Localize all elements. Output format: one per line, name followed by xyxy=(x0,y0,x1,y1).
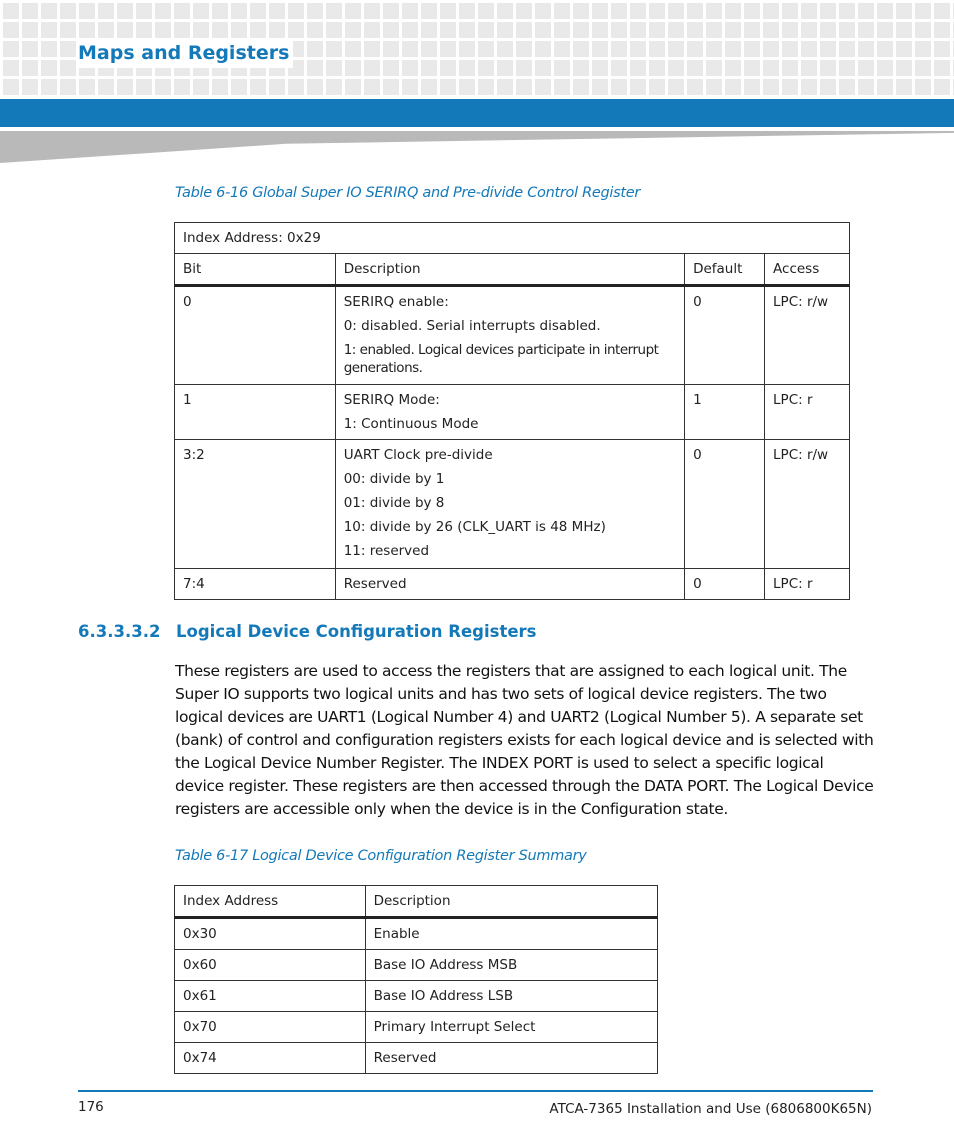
table-row xyxy=(175,569,850,600)
table-row xyxy=(175,286,850,385)
table-row xyxy=(175,385,850,440)
access-cell: LPC: r xyxy=(765,385,850,440)
description-line: 10: divide by 26 (CLK_UART is 48 MHz) xyxy=(343,519,606,535)
column-header: Description xyxy=(365,886,657,918)
access-cell: LPC: r/w xyxy=(765,286,850,385)
bit-cell: 3:2 xyxy=(175,440,336,569)
column-header: Access xyxy=(765,254,850,286)
serirq-register-table xyxy=(174,222,850,600)
header-grey-wedge xyxy=(0,131,954,163)
section-title: Logical Device Configuration Registers xyxy=(176,622,537,641)
document-title: ATCA-7365 Installation and Use (6806800K65N) xyxy=(549,1101,872,1117)
access-cell: LPC: r/w xyxy=(765,440,850,569)
bit-cell: 1 xyxy=(175,385,336,440)
description-cell: Base IO Address MSB xyxy=(365,950,657,981)
index-address-cell: 0x60 xyxy=(175,950,366,981)
index-address-cell: 0x61 xyxy=(175,981,366,1012)
column-header: Bit xyxy=(175,254,336,286)
description-line: SERIRQ Mode: xyxy=(343,392,440,408)
section-heading xyxy=(78,622,537,641)
description-cell: Primary Interrupt Select xyxy=(365,1012,657,1043)
description-cell: Base IO Address LSB xyxy=(365,981,657,1012)
default-cell: 0 xyxy=(685,286,765,385)
description-line: 1: enabled. Logical devices participate in interrupt generations. xyxy=(343,342,659,376)
column-header: Description xyxy=(335,254,684,286)
table1-caption: Table 6-16 Global Super IO SERIRQ and Pre-divide Control Register xyxy=(175,185,641,201)
description-line: 1: Continuous Mode xyxy=(343,416,479,432)
description-cell xyxy=(335,569,684,600)
section-body-paragraph: These registers are used to access the registers that are assigned to each logical unit. The Super IO supports two logical units and has two sets of logical device registers. The two logical devices are UART1 (Logical Number 4) and UART2 (Logical Number 5). A separate set (bank) of control and configuration registers exists for each logical device and is selected with the Logical Device Number Register. The INDEX PORT is used to select a specific logical device register. These registers are then accessed through the DATA PORT. The Logical Device registers are accessible only when the device is in the Configuration state. xyxy=(175,662,874,818)
logical-device-summary-table xyxy=(174,885,658,1074)
bit-cell: 7:4 xyxy=(175,569,336,600)
footer-rule xyxy=(78,1090,873,1092)
column-header: Index Address xyxy=(175,886,366,918)
description-line: 00: divide by 1 xyxy=(343,471,445,487)
table-row xyxy=(175,223,850,254)
page-section-title: Maps and Registers xyxy=(78,40,293,68)
default-cell: 0 xyxy=(685,569,765,600)
description-line: 11: reserved xyxy=(343,543,430,559)
description-cell xyxy=(335,440,684,569)
table-row xyxy=(175,918,658,950)
index-address-cell: Index Address: 0x29 xyxy=(175,223,850,254)
access-cell: LPC: r xyxy=(765,569,850,600)
table-row xyxy=(175,981,658,1012)
table-row xyxy=(175,1012,658,1043)
header-blue-bar xyxy=(0,99,954,127)
index-address-cell: 0x70 xyxy=(175,1012,366,1043)
table2-caption: Table 6-17 Logical Device Configuration Register Summary xyxy=(175,848,587,864)
description-cell: Reserved xyxy=(365,1043,657,1074)
table-row xyxy=(175,1043,658,1074)
page-number: 176 xyxy=(78,1099,104,1115)
description-line: UART Clock pre-divide xyxy=(343,447,493,463)
table-row xyxy=(175,950,658,981)
table-header-row xyxy=(175,886,658,918)
bit-cell: 0 xyxy=(175,286,336,385)
table-row xyxy=(175,440,850,569)
section-number: 6.3.3.3.2 xyxy=(78,622,161,641)
description-cell xyxy=(335,286,684,385)
column-header: Default xyxy=(685,254,765,286)
table-header-row xyxy=(175,254,850,286)
default-cell: 1 xyxy=(685,385,765,440)
description-cell: Enable xyxy=(365,918,657,950)
index-address-cell: 0x30 xyxy=(175,918,366,950)
description-line: SERIRQ enable: xyxy=(343,294,449,310)
description-line: 01: divide by 8 xyxy=(343,495,445,511)
description-cell xyxy=(335,385,684,440)
description-line: Reserved xyxy=(343,576,407,592)
default-cell: 0 xyxy=(685,440,765,569)
index-address-cell: 0x74 xyxy=(175,1043,366,1074)
description-line: 0: disabled. Serial interrupts disabled. xyxy=(343,318,601,334)
